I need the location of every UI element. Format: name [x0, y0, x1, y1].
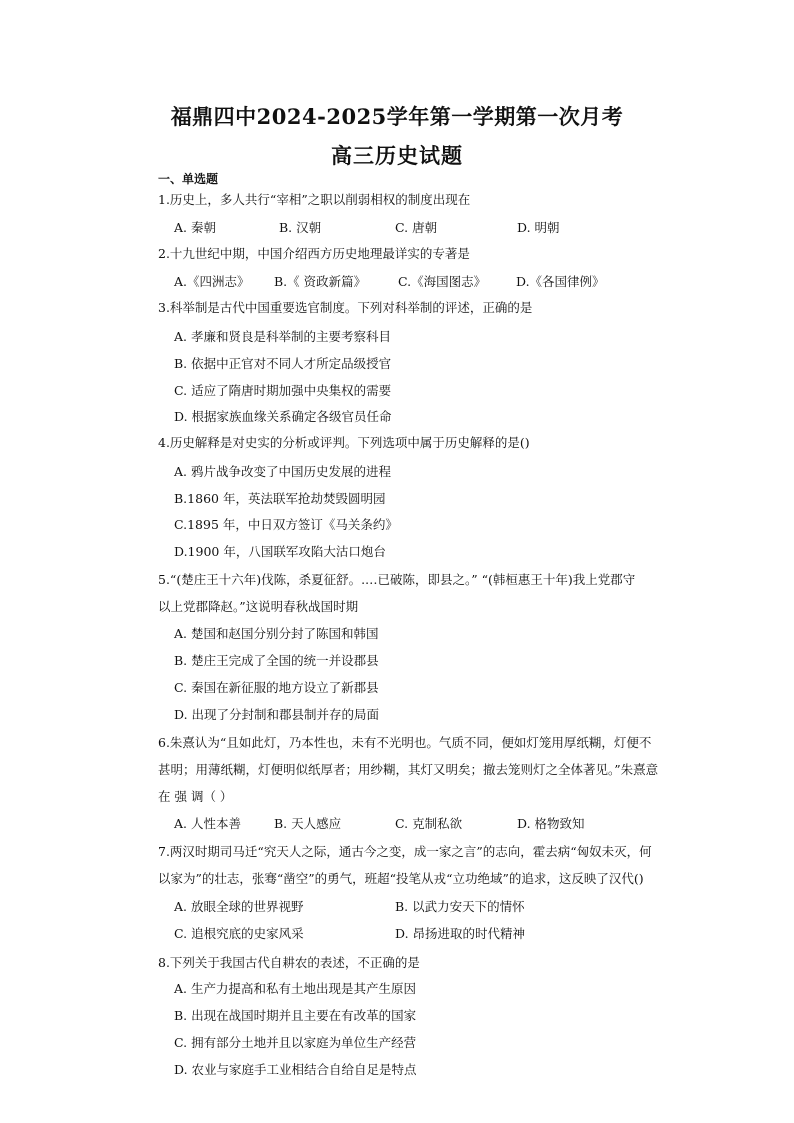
question-5-option-a: A. 楚国和赵国分别分封了陈国和韩国 [174, 626, 379, 641]
question-3-stem: 3.科举制是古代中国重要选官制度。下列对科举制的评述，正确的是 [158, 300, 533, 315]
question-2-option-d: D.《各国律例》 [516, 274, 605, 289]
question-3-option-a: A. 孝廉和贤良是科举制的主要考察科目 [174, 329, 391, 344]
question-4-option-d: D.1900 年，八国联军攻陷大沽口炮台 [174, 544, 386, 559]
question-7-option-d: D. 昂扬进取的时代精神 [395, 926, 526, 941]
question-8-stem: 8.下列关于我国古代自耕农的表述，不正确的是 [158, 955, 420, 970]
question-6-option-a: A. 人性本善 [174, 816, 241, 831]
question-3-option-d: D. 根据家族血缘关系确定各级官员任命 [174, 409, 392, 424]
question-5-option-b: B. 楚庄王完成了全国的统一并设郡县 [174, 653, 379, 668]
question-4-stem: 4.历史解释是对史实的分析或评判。下列选项中属于历史解释的是() [158, 435, 530, 450]
question-8-option-c: C. 拥有部分土地并且以家庭为单位生产经营 [174, 1035, 417, 1050]
question-4-option-c: C.1895 年，中日双方签订《马关条约》 [174, 517, 398, 532]
question-6-option-c: C. 克制私欲 [395, 816, 463, 831]
question-8-option-b: B. 出现在战国时期并且主要在有改革的国家 [174, 1008, 417, 1023]
question-1-option-b: B. 汉朝 [279, 220, 322, 235]
question-5-option-d: D. 出现了分封制和郡县制并存的局面 [174, 707, 380, 722]
question-5-stem-line1: 5.“(楚庄王十六年)伐陈，杀夏征舒。.…已破陈，即县之。” “(韩桓惠王十年)我上党郡守 [158, 572, 636, 587]
question-4-option-b: B.1860 年，英法联军抢劫焚毁圆明园 [174, 491, 386, 506]
exam-title: 福鼎四中2024-2025学年第一学期第一次月考 [170, 104, 624, 129]
question-5-stem-line2: 以上党郡降赵。”这说明春秋战国时期 [158, 599, 359, 614]
question-6-option-d: D. 格物致知 [517, 816, 585, 831]
question-7-option-b: B. 以武力安天下的情怀 [395, 899, 525, 914]
question-7-stem-line2: 以家为”的壮志，张骞“凿空”的勇气，班超“投笔从戎“立功绝域”的追求，这反映了汉代() [158, 871, 644, 886]
question-6-stem-line3: 在 强 调（ ） [158, 789, 233, 804]
question-2-option-c: C.《海国图志》 [398, 274, 487, 289]
question-4-option-a: A. 鸦片战争改变了中国历史发展的进程 [174, 464, 391, 479]
question-5-option-c: C. 秦国在新征服的地方设立了新郡县 [174, 680, 379, 695]
question-3-option-b: B. 依据中正官对不同人才所定品级授官 [174, 356, 392, 371]
question-8-option-a: A. 生产力提高和私有土地出现是其产生原因 [174, 981, 416, 996]
question-6-stem-line1: 6.朱熹认为“且如此灯，乃本性也，未有不光明也。气质不同，便如灯笼用厚纸糊，灯便不 [158, 735, 652, 750]
question-1-option-c: C. 唐朝 [395, 220, 438, 235]
question-7-option-a: A. 放眼全球的世界视野 [174, 899, 304, 914]
question-8-option-d: D. 农业与家庭手工业相结合自给自足是特点 [174, 1062, 417, 1077]
question-3-option-c: C. 适应了隋唐时期加强中央集权的需要 [174, 383, 392, 398]
question-2-stem: 2.十九世纪中期，中国介绍西方历史地理最详实的专著是 [158, 246, 470, 261]
section-heading: 一、单选题 [158, 172, 219, 186]
question-7-option-c: C. 追根究底的史家风采 [174, 926, 304, 941]
question-7-stem-line1: 7.两汉时期司马迁“究天人之际，通古今之变，成一家之言”的志向，霍去病“匈奴未灭，何 [158, 844, 652, 859]
exam-subtitle: 高三历史试题 [331, 143, 463, 168]
question-2-option-a: A.《四洲志》 [174, 274, 250, 289]
question-1-option-a: A. 秦朝 [174, 220, 216, 235]
question-6-option-b: B. 天人感应 [274, 816, 342, 831]
question-6-stem-line2: 甚明；用薄纸糊，灯便明似纸厚者；用纱糊，其灯又明矣；撤去笼则灯之全体著见。”朱熹意 [158, 762, 659, 777]
question-2-option-b: B.《 资政新篇》 [274, 274, 367, 289]
question-1-stem: 1.历史上，多人共行“宰相”之职以削弱相权的制度出现在 [158, 192, 471, 207]
question-1-option-d: D. 明朝 [517, 220, 560, 235]
